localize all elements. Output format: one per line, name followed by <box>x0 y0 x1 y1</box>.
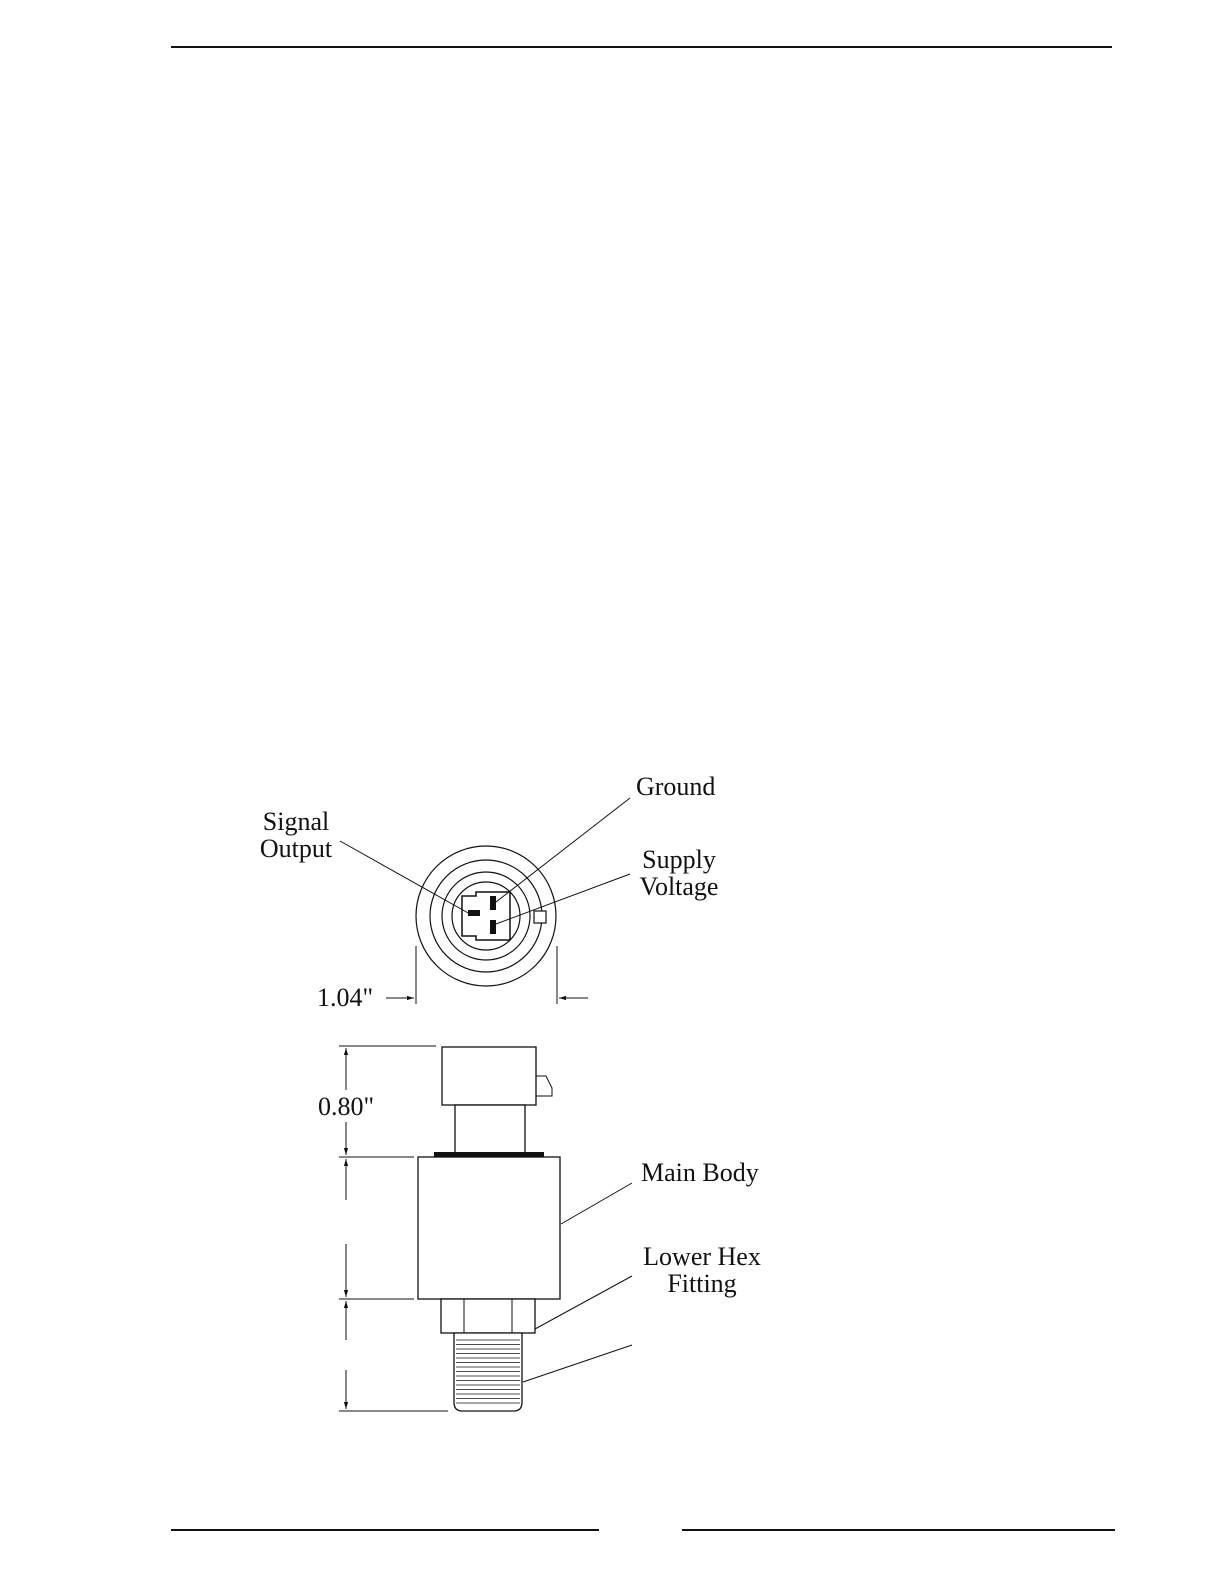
side-view <box>318 1046 761 1411</box>
lower-hex-fitting <box>441 1299 535 1333</box>
connector-head <box>442 1047 536 1105</box>
main-body-leader <box>561 1183 632 1224</box>
connector-latch <box>536 1076 552 1096</box>
key-tab <box>534 911 546 923</box>
ground-label: Ground <box>636 772 716 801</box>
diameter-dimension: 1.04" <box>317 983 374 1012</box>
signal-output-label-line2: Output <box>259 834 333 863</box>
connector-neck <box>455 1105 525 1153</box>
main-body-label: Main Body <box>641 1158 759 1187</box>
thread-leader <box>523 1345 632 1382</box>
ground-leader <box>496 798 630 902</box>
supply-voltage-label-line1: Supply <box>642 845 716 874</box>
top-view <box>260 772 719 1012</box>
ground-pin <box>490 896 496 910</box>
connector-height-dimension: 0.80" <box>318 1092 375 1121</box>
signal-output-label-line1: Signal <box>262 807 330 836</box>
signal-output-leader <box>340 841 470 914</box>
seal-ring <box>434 1152 544 1157</box>
signal-pin <box>468 910 480 916</box>
main-body <box>418 1157 560 1299</box>
supply-pin <box>490 920 496 934</box>
lower-hex-label-line2: Fitting <box>667 1269 737 1298</box>
supply-voltage-label-line2: Voltage <box>639 872 719 901</box>
lower-hex-label-line1: Lower Hex <box>643 1242 761 1271</box>
